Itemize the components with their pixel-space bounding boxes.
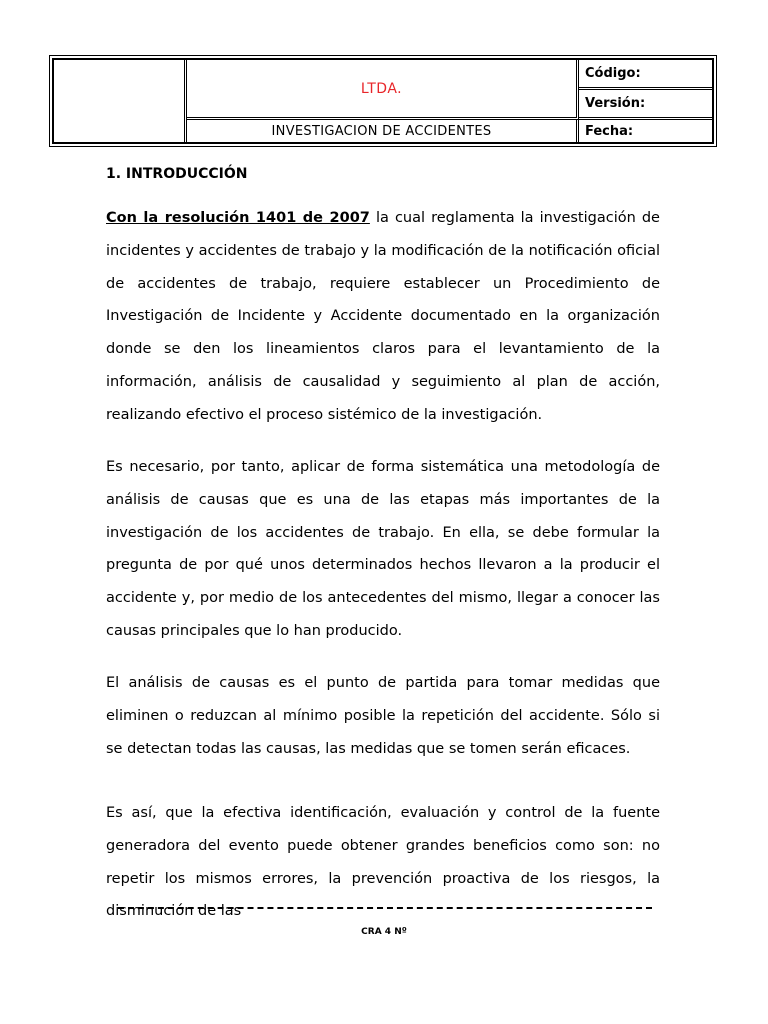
logo-cell <box>54 60 187 142</box>
paragraph-1-text: la cual reglamenta la investigación de incidentes y accidentes de trabajo y la modificación de la notificación oficial de accidentes de trabajo, requiere establecer un Procedimiento de Investigación de Incidente y Accidente documentado en la organización donde se den los lineamientos claros para el levantamiento de la información, análisis de causalidad y seguimiento al plan de acción, realizando efectivo el proceso sistémico de la investigación. <box>106 210 660 423</box>
footer-divider <box>118 907 652 909</box>
code-label: Código: <box>579 60 712 90</box>
document-header-table <box>52 58 714 144</box>
version-label: Versión: <box>579 90 712 120</box>
paragraph-3: El análisis de causas es el punto de partida para tomar medidas que eliminen o reduzcan al mínimo posible la repetición del accidente. Sólo si se detectan todas las causas, las medidas que se tomen serán eficaces. <box>106 675 660 757</box>
company-name: LTDA. <box>360 80 403 97</box>
resolution-reference: Con la resolución 1401 de 2007 <box>106 210 370 226</box>
company-cell <box>187 60 579 120</box>
paragraph-1 <box>106 202 660 432</box>
document-title: INVESTIGACION DE ACCIDENTES <box>187 120 579 142</box>
paragraph-4: Es así, que la efectiva identificación, evaluación y control de la fuente generadora del evento puede obtener grandes beneficios como son: no repetir los mismos errores, la prevención proactiva de los riesgos, la disminución de las <box>106 805 660 920</box>
date-label: Fecha: <box>585 123 634 139</box>
section-heading: 1. INTRODUCCIÓN <box>106 166 248 182</box>
footer-address: CRA 4 Nº <box>361 927 407 937</box>
paragraph-2: Es necesario, por tanto, aplicar de forma sistemática una metodología de análisis de causas que es una de las etapas más importantes de la investigación de los accidentes de trabajo. En ella, se debe formular la pregunta de por qué unos determinados hechos llevaron a la producir el accidente y, por medio de los antecedentes del mismo, llegar a conocer las causas principales que lo han producido. <box>106 459 660 639</box>
